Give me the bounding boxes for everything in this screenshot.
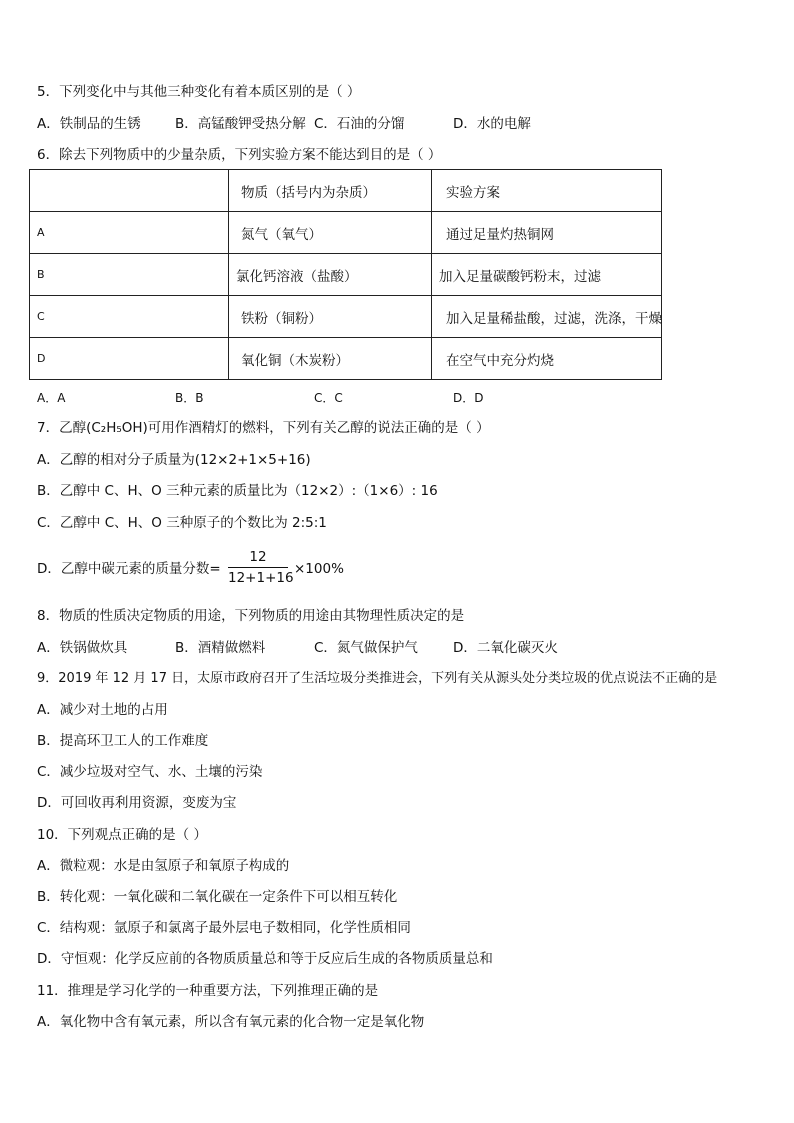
table-row [30,296,662,338]
table-row [30,254,662,296]
table-header-cell: 物质（括号内为杂质） [229,170,432,212]
fraction-bar [228,567,288,568]
question-6-stem: 6．除去下列物质中的少量杂质，下列实验方案不能达到目的是（ ） [37,147,442,163]
q11-option-a: A．氧化物中含有氧元素，所以含有氧元素的化合物一定是氧化物 [37,1014,425,1030]
question-11-stem: 11．推理是学习化学的一种重要方法，下列推理正确的是 [37,983,379,999]
table-cell: 加入足量碳酸钙粉末，过滤 [432,254,662,296]
q8-option-b: B．酒精做燃料 [175,640,266,656]
q10-option-d: D．守恒观：化学反应前的各物质质量总和等于反应后生成的各物质质量总和 [37,951,493,967]
q9-option-c: C．减少垃圾对空气、水、土壤的污染 [37,764,263,780]
table-cell: 氯化钙溶液（盐酸） [229,254,432,296]
table-header-cell [30,170,229,212]
table-cell: 加入足量稀盐酸，过滤，洗涤，干燥 [432,296,662,338]
table-header-row [30,170,662,212]
table-cell: A [30,212,229,254]
table-cell: 铁粉（铜粉） [229,296,432,338]
q5-option-c: C．石油的分馏 [314,116,405,132]
q6-option-c: C．C [314,391,343,405]
q8-option-a: A．铁锅做炊具 [37,640,128,656]
q5-option-d: D．水的电解 [453,116,531,132]
question-5-stem: 5．下列变化中与其他三种变化有着本质区别的是（ ） [37,84,361,100]
question-8-stem: 8．物质的性质决定物质的用途，下列物质的用途由其物理性质决定的是 [37,608,465,624]
q9-option-b: B．提高环卫工人的工作难度 [37,733,209,749]
q7-option-c: C．乙醇中 C、H、O 三种原子的个数比为 2:5:1 [37,515,327,531]
question-10-stem: 10．下列观点正确的是（ ） [37,827,207,843]
q10-option-c: C．结构观：氩原子和氯离子最外层电子数相同，化学性质相同 [37,920,411,936]
q5-option-a: A．铁制品的生锈 [37,116,141,132]
q8-option-d: D．二氧化碳灭火 [453,640,558,656]
table-header-cell: 实验方案 [432,170,662,212]
table-row [30,212,662,254]
q7-option-d-suffix: ×100% [294,561,344,577]
table-cell: B [30,254,229,296]
q6-option-d: D．D [453,391,484,405]
q10-option-a: A．微粒观：水是由氢原子和氧原子构成的 [37,858,290,874]
q7-option-a: A．乙醇的相对分子质量为(12×2+1×5+16) [37,452,311,468]
q7-option-d-prefix: D．乙醇中碳元素的质量分数= [37,561,221,577]
q8-option-c: C．氮气做保护气 [314,640,418,656]
fraction-denominator: 12+1+16 [228,570,294,586]
table-cell: 在空气中充分灼烧 [432,338,662,380]
q6-table [29,169,662,380]
table-cell: 通过足量灼热铜网 [432,212,662,254]
q9-option-a: A．减少对土地的占用 [37,702,168,718]
table-cell: 氮气（氧气） [229,212,432,254]
table-cell: D [30,338,229,380]
q10-option-b: B．转化观：一氧化碳和二氧化碳在一定条件下可以相互转化 [37,889,398,905]
q7-option-b: B．乙醇中 C、H、O 三种元素的质量比为（12×2）:（1×6）: 16 [37,483,438,499]
table-cell: C [30,296,229,338]
q6-option-a: A．A [37,391,66,405]
q7-fraction [228,549,294,586]
q6-option-b: B．B [175,391,204,405]
question-7-stem: 7．乙醇(C₂H₅OH)可用作酒精灯的燃料，下列有关乙醇的说法正确的是（ ） [37,420,490,436]
q5-option-b: B．高锰酸钾受热分解 [175,116,306,132]
q9-option-d: D．可回收再利用资源，变废为宝 [37,795,237,811]
table-cell: 氧化铜（木炭粉） [229,338,432,380]
table-row [30,338,662,380]
question-9-stem: 9．2019 年 12 月 17 日，太原市政府召开了生活垃圾分类推进会，下列有关从源头处分类垃圾的优点说法不正确的是 [37,671,718,686]
fraction-numerator: 12 [249,549,267,565]
